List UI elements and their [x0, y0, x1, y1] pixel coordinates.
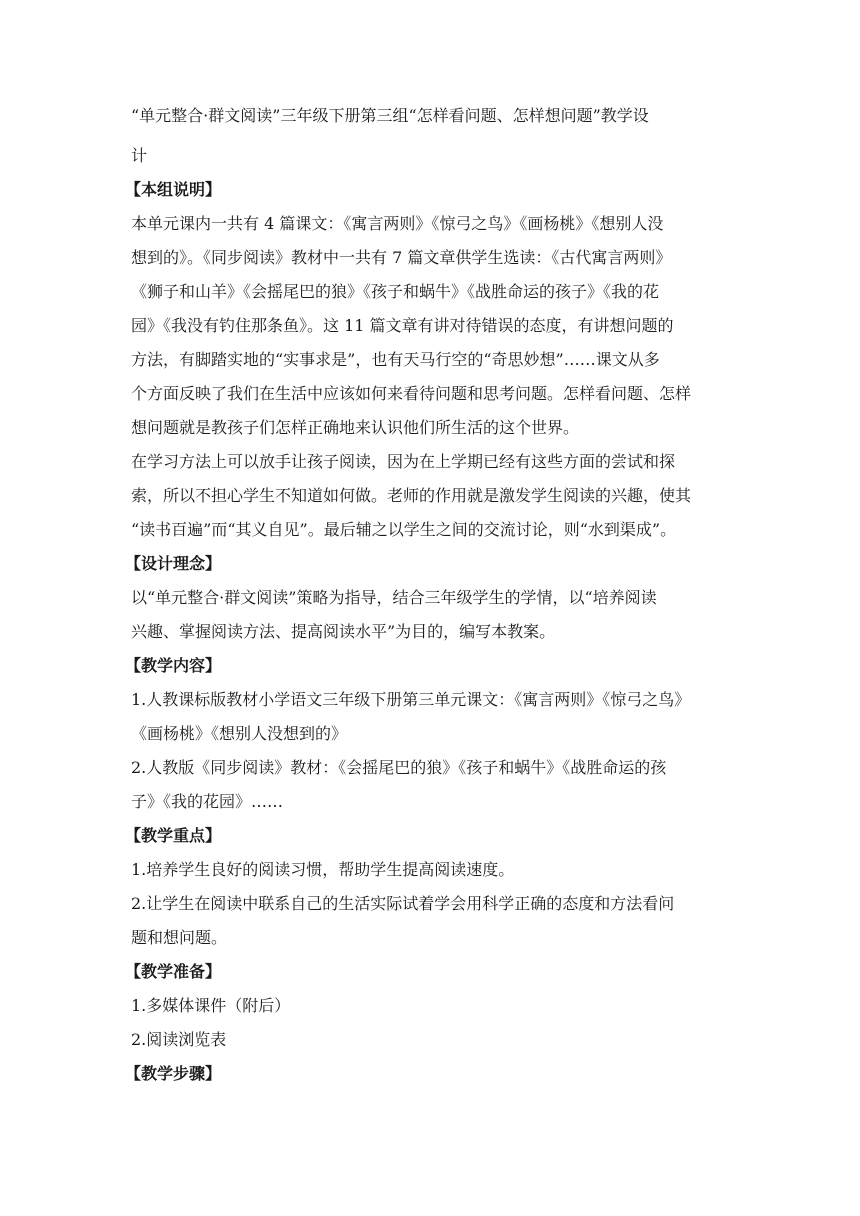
- prep-line-2: 2.阅读浏览表: [131, 1030, 227, 1049]
- section-heading-intro: 【本组说明】: [125, 180, 222, 199]
- content-line-4: 子》《我的花园》……: [131, 792, 284, 811]
- section-heading-prep: 【教学准备】: [125, 962, 222, 981]
- intro-para1-line-4: 园》《我没有钓住那条鱼》。这 11 篇文章有讲对待错误的态度，有讲想问题的: [131, 316, 674, 335]
- content-line-3: 2.人教版《同步阅读》教材：《会摇尾巴的狼》《孩子和蜗牛》《战胜命运的孩: [131, 758, 667, 777]
- focus-line-1: 1.培养学生良好的阅读习惯，帮助学生提高阅读速度。: [131, 860, 515, 879]
- intro-para1-line-7: 想问题就是教孩子们怎样正确地来认识他们所生活的这个世界。: [131, 418, 580, 437]
- intro-para1-line-3: 《狮子和山羊》《会摇尾巴的狼》《孩子和蜗牛》《战胜命运的孩子》《我的花: [131, 282, 660, 301]
- section-heading-concept: 【设计理念】: [125, 554, 222, 573]
- content-line-2: 《画杨桃》《想别人没想到的》: [131, 724, 348, 743]
- section-heading-content: 【教学内容】: [125, 656, 222, 675]
- section-heading-focus: 【教学重点】: [125, 826, 222, 845]
- focus-line-2: 2.让学生在阅读中联系自己的生活实际试着学会用科学正确的态度和方法看问: [131, 894, 675, 913]
- document-title-line-2: 计: [131, 146, 148, 165]
- concept-line-2: 兴趣、掌握阅读方法、提高阅读水平”为目的，编写本教案。: [131, 622, 556, 641]
- intro-para1-line-6: 个方面反映了我们在生活中应该如何来看待问题和思考问题。怎样看问题、怎样: [131, 384, 692, 403]
- prep-line-1: 1.多媒体课件（附后）: [131, 996, 291, 1015]
- focus-line-3: 题和想问题。: [131, 928, 228, 947]
- intro-para1-line-5: 方法，有脚踏实地的“实事求是”，也有天马行空的“奇思妙想”……课文从多: [131, 350, 660, 369]
- intro-para2-line-3: “读书百遍”而“其义自见”。最后辅之以学生之间的交流讨论，则“水到渠成”。: [131, 520, 677, 539]
- intro-para2-line-2: 索，所以不担心学生不知道如何做。老师的作用就是激发学生阅读的兴趣，使其: [131, 486, 692, 505]
- concept-line-1: 以“单元整合·群文阅读”策略为指导，结合三年级学生的学情，以“培养阅读: [131, 588, 657, 607]
- content-line-1: 1.人教课标版教材小学语文三年级下册第三单元课文：《寓言两则》《惊弓之鸟》: [131, 690, 691, 709]
- intro-para2-line-1: 在学习方法上可以放手让孩子阅读，因为在上学期已经有这些方面的尝试和探: [131, 452, 676, 471]
- intro-para1-line-1: 本单元课内一共有 4 篇课文：《寓言两则》《惊弓之鸟》《画杨桃》《想别人没: [131, 214, 664, 233]
- section-heading-steps: 【教学步骤】: [125, 1064, 222, 1083]
- document-title-line-1: “单元整合·群文阅读”三年级下册第三组“怎样看问题、怎样想问题”教学设: [131, 106, 649, 125]
- intro-para1-line-2: 想到的》。《同步阅读》教材中一共有 7 篇文章供学生选读：《古代寓言两则》: [131, 248, 672, 267]
